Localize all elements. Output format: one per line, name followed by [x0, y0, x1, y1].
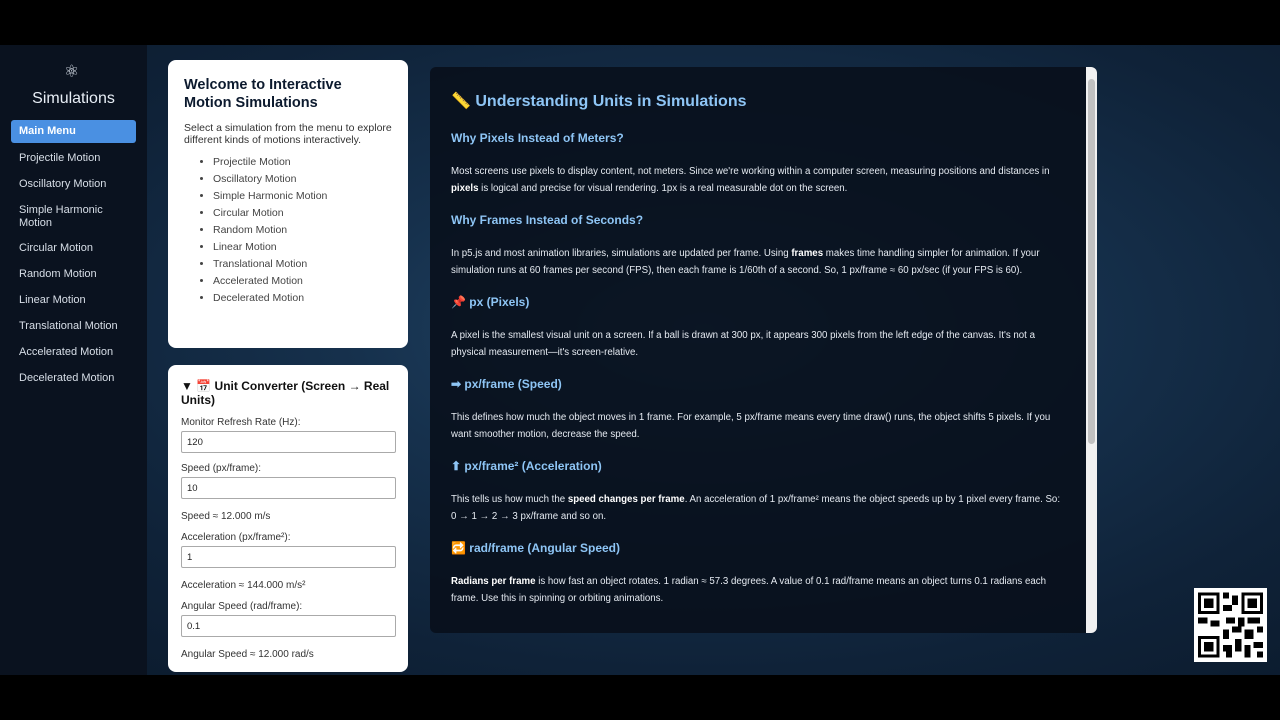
section-title	[451, 295, 1064, 309]
arrow-right-icon: ➡	[451, 377, 462, 391]
panel-title	[451, 91, 1064, 111]
units-panel	[430, 67, 1097, 633]
sidebar	[0, 45, 147, 675]
section-title	[451, 459, 1064, 473]
refresh-rate-label: Monitor Refresh Rate (Hz):	[181, 417, 301, 428]
scrollbar[interactable]	[1086, 67, 1097, 633]
title-text: px/frame (Speed)	[464, 377, 562, 391]
section-text: A pixel is the smallest visual unit on a screen. If a ball is drawn at 300 px, it appears 300 pixels from the left edge of the canvas. It's not a physical measurement—it's screen-relative.	[451, 330, 1035, 358]
speed-result: Speed ≈ 12.000 m/s	[181, 511, 271, 522]
list-item: • Decelerated Motion	[213, 292, 392, 309]
text: This tells us how much the	[451, 494, 568, 505]
sidebar-item-linear[interactable]: Linear Motion	[19, 294, 86, 306]
sidebar-item-circular[interactable]: Circular Motion	[19, 242, 93, 254]
section-title	[451, 541, 1064, 555]
text: makes time handling simpler for animation. If your simulation runs at 60 frames per second (FPS), then each frame is 1/60th of a second. So, 1 px/frame ≈ 60 px/sec (if your FPS is 60).	[451, 248, 1040, 276]
qr-code-icon	[1194, 588, 1267, 662]
acceleration-result: Acceleration ≈ 144.000 m/s²	[181, 580, 306, 591]
sidebar-item-projectile[interactable]: Projectile Motion	[19, 152, 101, 164]
list-item: • Translational Motion	[213, 258, 392, 275]
bold-text: speed changes per frame	[567, 494, 685, 505]
text: is how fast an object rotates. 1 radian ≈ 57.3 degrees. A value of 0.1 rad/frame means an object turns 0.1 radians each frame. Use this in spinning or orbiting animations.	[451, 576, 1046, 604]
bold-text: frames	[791, 248, 824, 259]
text: In p5.js and most animation libraries, simulations are updated per frame. Using	[451, 248, 792, 259]
section-text	[451, 163, 1064, 197]
unit-converter-card	[168, 365, 408, 672]
acceleration-label: Acceleration (px/frame²):	[181, 532, 291, 543]
section-title: Why Pixels Instead of Meters?	[451, 131, 624, 145]
sidebar-title: Simulations	[32, 90, 115, 107]
section-text	[451, 491, 1064, 525]
welcome-title: Welcome to Interactive Motion Simulations	[184, 77, 342, 111]
list-item: • Accelerated Motion	[213, 275, 392, 292]
list-item: • Random Motion	[213, 224, 392, 241]
welcome-text: Select a simulation from the menu to explore different kinds of motions interactively.	[184, 122, 392, 146]
section-text	[451, 245, 1064, 279]
section-title	[451, 377, 1064, 391]
section-text	[451, 573, 1064, 607]
acceleration-input[interactable]	[181, 546, 396, 568]
atom-icon: ⚛	[64, 62, 80, 81]
section-text: This defines how much the object moves in 1 frame. For example, 5 px/frame means every time draw() runs, the object shifts 5 pixels. If you want smoother motion, decrease the speed.	[451, 412, 1051, 440]
panel-title-text: Understanding Units in Simulations	[475, 93, 747, 110]
sidebar-menu	[11, 120, 136, 393]
list-item: • Linear Motion	[213, 241, 392, 258]
speed-input[interactable]	[181, 477, 396, 499]
sidebar-item-decelerated[interactable]: Decelerated Motion	[19, 372, 115, 384]
text: is logical and precise for visual rendering. 1px is a real measurable dot on the screen.	[478, 183, 848, 194]
sidebar-item-main-menu[interactable]: Main Menu	[11, 120, 136, 143]
bold-text: Radians per frame	[451, 576, 536, 587]
list-item: • Oscillatory Motion	[213, 173, 392, 190]
sidebar-item-translational[interactable]: Translational Motion	[19, 320, 118, 332]
text: Most screens use pixels to display content, not meters. Since we're working within a computer screen, measuring positions and distances in	[451, 166, 1050, 177]
bottom-letterbox	[0, 675, 1280, 720]
section-title: Why Frames Instead of Seconds?	[451, 213, 644, 227]
title-text: rad/frame (Angular Speed)	[469, 541, 620, 555]
triangle-down-icon: ▼	[181, 379, 193, 393]
simulation-list	[184, 156, 392, 309]
bold-text: pixels	[451, 183, 479, 194]
calendar-icon: 📅	[196, 379, 212, 393]
welcome-card	[168, 60, 408, 348]
scrollbar-thumb[interactable]	[1088, 79, 1095, 444]
title-text: px (Pixels)	[469, 295, 530, 309]
sidebar-item-oscillatory[interactable]: Oscillatory Motion	[19, 178, 107, 190]
unit-converter-summary[interactable]	[181, 379, 395, 407]
pushpin-icon: 📌	[451, 295, 466, 309]
list-item: • Projectile Motion	[213, 156, 392, 173]
angular-speed-label: Angular Speed (rad/frame):	[181, 601, 303, 612]
unit-converter-title: Unit Converter (Screen → Real Units)	[181, 379, 390, 407]
text: . An acceleration of 1 px/frame² means the object speeds up by 1 pixel every frame. So: 0 → 1 → 2 → 3 px/frame and so on.	[451, 494, 1061, 522]
list-item: • Simple Harmonic Motion	[213, 190, 392, 207]
sidebar-item-random[interactable]: Random Motion	[19, 268, 97, 280]
app	[0, 45, 1280, 675]
sidebar-item-shm[interactable]: Simple Harmonic Motion	[19, 204, 103, 229]
ruler-icon: 📏	[451, 93, 471, 110]
top-letterbox	[0, 0, 1280, 45]
angular-speed-input[interactable]	[181, 615, 396, 637]
arrow-up-icon: ⬆	[451, 459, 462, 473]
list-item: • Circular Motion	[213, 207, 392, 224]
title-text: px/frame² (Acceleration)	[464, 459, 602, 473]
repeat-icon: 🔁	[451, 541, 466, 555]
angular-speed-result: Angular Speed ≈ 12.000 rad/s	[181, 649, 314, 660]
sidebar-item-accelerated[interactable]: Accelerated Motion	[19, 346, 114, 358]
speed-label: Speed (px/frame):	[181, 463, 262, 474]
refresh-rate-input[interactable]	[181, 431, 396, 453]
